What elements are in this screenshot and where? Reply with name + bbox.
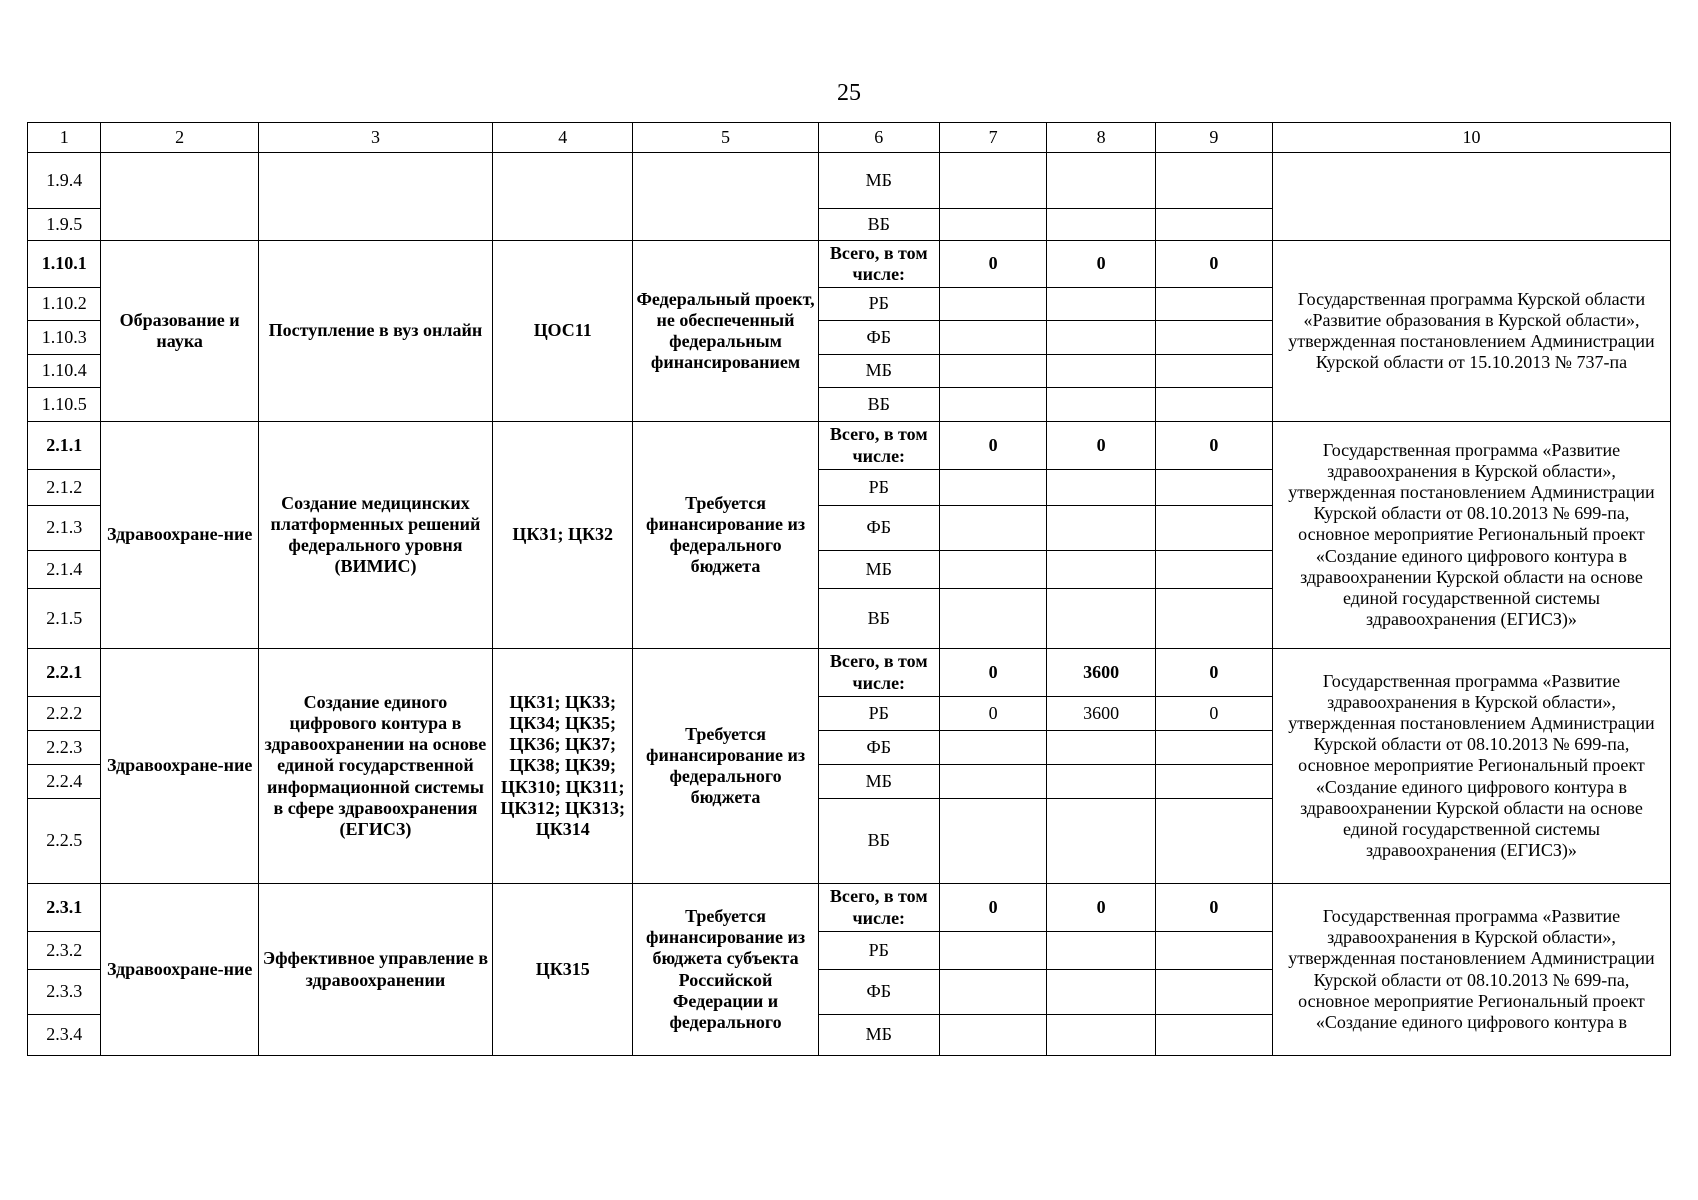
value-cell [939, 765, 1046, 799]
value-cell: 0 [1155, 649, 1272, 697]
source-cell: МБ [818, 551, 939, 589]
source-cell: ВБ [818, 209, 939, 241]
value-cell [1047, 355, 1156, 388]
page-number: 25 [837, 80, 861, 106]
codes-cell [493, 153, 633, 241]
codes-cell: ЦК31; ЦК33; ЦК34; ЦК35; ЦК36; ЦК37; ЦК38; ЦК39; ЦК310; ЦК311; ЦК312; ЦК313; ЦК314 [493, 649, 633, 884]
value-cell [1155, 799, 1272, 884]
row-number: 2.1.5 [28, 589, 101, 649]
value-cell [1047, 1015, 1156, 1056]
value-cell [1047, 731, 1156, 765]
source-cell: МБ [818, 1015, 939, 1056]
row-number: 1.10.3 [28, 321, 101, 355]
row-number: 2.1.3 [28, 506, 101, 551]
header-cell: 9 [1155, 123, 1272, 153]
sphere-cell: Образование и наука [101, 241, 258, 422]
row-number: 2.2.1 [28, 649, 101, 697]
sphere-cell: Здравоохране-ние [101, 649, 258, 884]
source-cell: МБ [818, 765, 939, 799]
source-cell: МБ [818, 153, 939, 209]
header-cell: 7 [939, 123, 1046, 153]
row-number: 2.3.1 [28, 884, 101, 932]
header-cell: 6 [818, 123, 939, 153]
value-cell [939, 1015, 1046, 1056]
value-cell [1155, 153, 1272, 209]
codes-cell: ЦК31; ЦК32 [493, 422, 633, 649]
project-name-cell: Создание медицинских платформенных решений федерального уровня (ВИМИС) [258, 422, 492, 649]
value-cell [939, 799, 1046, 884]
value-cell [1047, 209, 1156, 241]
source-cell: РБ [818, 697, 939, 731]
value-cell: 0 [1047, 884, 1156, 932]
source-cell: ФБ [818, 970, 939, 1015]
row-number: 2.1.1 [28, 422, 101, 470]
value-cell [1047, 388, 1156, 422]
row-number: 1.10.4 [28, 355, 101, 388]
sphere-cell: Здравоохране-ние [101, 422, 258, 649]
header-cell: 5 [633, 123, 818, 153]
value-cell [1155, 1015, 1272, 1056]
value-cell [1047, 589, 1156, 649]
value-cell [939, 506, 1046, 551]
value-cell [939, 551, 1046, 589]
value-cell [1047, 551, 1156, 589]
budget-table [27, 122, 1671, 1056]
value-cell [939, 470, 1046, 506]
table-header-row [28, 123, 1671, 153]
value-cell [1047, 765, 1156, 799]
value-cell [939, 321, 1046, 355]
value-cell: 0 [1047, 422, 1156, 470]
source-cell: РБ [818, 932, 939, 970]
header-cell: 8 [1047, 123, 1156, 153]
value-cell [1155, 932, 1272, 970]
row-number: 1.10.5 [28, 388, 101, 422]
project-name-cell [258, 153, 492, 241]
value-cell [1155, 388, 1272, 422]
sphere-cell: Здравоохране-ние [101, 884, 258, 1056]
value-cell [1155, 765, 1272, 799]
value-cell [1047, 153, 1156, 209]
header-cell: 3 [258, 123, 492, 153]
program-cell [1272, 153, 1670, 241]
value-cell [1047, 799, 1156, 884]
header-cell: 2 [101, 123, 258, 153]
value-cell: 3600 [1047, 697, 1156, 731]
row-number: 1.10.1 [28, 241, 101, 288]
value-cell [1155, 551, 1272, 589]
value-cell [939, 153, 1046, 209]
value-cell [939, 589, 1046, 649]
codes-cell: ЦОС11 [493, 241, 633, 422]
value-cell: 0 [1155, 884, 1272, 932]
value-cell [1047, 932, 1156, 970]
program-cell: Государственная программа «Развитие здравоохранения в Курской области», утвержденная постановлением Администрации Курской области от 08.10.2013 № 699-па, основное мероприятие Региональный проект «Создание единого цифрового контура в здравоохранении Курской области на основе единой государственной системы здравоохранения (ЕГИСЗ)» [1272, 422, 1670, 649]
source-cell: Всего, в том числе: [818, 649, 939, 697]
value-cell [1047, 506, 1156, 551]
value-cell: 0 [939, 649, 1046, 697]
value-cell [939, 288, 1046, 321]
value-cell [1155, 355, 1272, 388]
source-cell: ВБ [818, 799, 939, 884]
table-row [28, 649, 1671, 697]
row-number: 2.1.2 [28, 470, 101, 506]
value-cell [939, 932, 1046, 970]
value-cell [1047, 321, 1156, 355]
financing-cell: Требуется финансирование из бюджета субъекта Российской Федерации и федерального [633, 884, 818, 1056]
source-cell: МБ [818, 355, 939, 388]
table-row [28, 241, 1671, 288]
value-cell [1155, 506, 1272, 551]
financing-cell: Требуется финансирование из федерального бюджета [633, 649, 818, 884]
sphere-cell [101, 153, 258, 241]
value-cell [1155, 321, 1272, 355]
row-number: 1.10.2 [28, 288, 101, 321]
value-cell: 0 [939, 241, 1046, 288]
row-number: 2.2.4 [28, 765, 101, 799]
source-cell: РБ [818, 470, 939, 506]
row-number: 2.2.5 [28, 799, 101, 884]
value-cell [1155, 731, 1272, 765]
table-row [28, 422, 1671, 470]
financing-cell [633, 153, 818, 241]
value-cell [939, 355, 1046, 388]
header-cell: 4 [493, 123, 633, 153]
value-cell: 3600 [1047, 649, 1156, 697]
financing-cell: Требуется финансирование из федерального бюджета [633, 422, 818, 649]
source-cell: Всего, в том числе: [818, 422, 939, 470]
value-cell [1155, 288, 1272, 321]
value-cell [939, 970, 1046, 1015]
program-cell: Государственная программа «Развитие здравоохранения в Курской области», утвержденная постановлением Администрации Курской области от 08.10.2013 № 699-па, основное мероприятие Региональный проект «Создание единого цифрового контура в здравоохранении Курской области на основе единой государственной системы здравоохранения (ЕГИСЗ)» [1272, 649, 1670, 884]
value-cell: 0 [1047, 241, 1156, 288]
value-cell [1047, 970, 1156, 1015]
value-cell [1047, 288, 1156, 321]
value-cell: 0 [1155, 697, 1272, 731]
project-name-cell: Создание единого цифрового контура в здравоохранении на основе единой государственной информационной системы в сфере здравоохранения (ЕГИСЗ) [258, 649, 492, 884]
row-number: 2.3.2 [28, 932, 101, 970]
header-cell: 10 [1272, 123, 1670, 153]
table-row [28, 884, 1671, 932]
source-cell: ВБ [818, 388, 939, 422]
header-cell: 1 [28, 123, 101, 153]
value-cell: 0 [939, 697, 1046, 731]
row-number: 2.2.3 [28, 731, 101, 765]
project-name-cell: Поступление в вуз онлайн [258, 241, 492, 422]
source-cell: Всего, в том числе: [818, 884, 939, 932]
value-cell [939, 731, 1046, 765]
program-cell: Государственная программа «Развитие здравоохранения в Курской области», утвержденная постановлением Администрации Курской области от 08.10.2013 № 699-па, основное мероприятие Региональный проект «Создание единого цифрового контура в [1272, 884, 1670, 1056]
codes-cell: ЦК315 [493, 884, 633, 1056]
row-number: 1.9.5 [28, 209, 101, 241]
value-cell: 0 [939, 422, 1046, 470]
row-number: 1.9.4 [28, 153, 101, 209]
row-number: 2.2.2 [28, 697, 101, 731]
value-cell: 0 [1155, 241, 1272, 288]
project-name-cell: Эффективное управление в здравоохранении [258, 884, 492, 1056]
source-cell: Всего, в том числе: [818, 241, 939, 288]
value-cell [1155, 589, 1272, 649]
program-cell: Государственная программа Курской области «Развитие образования в Курской области», утвержденная постановлением Администрации Курской области от 15.10.2013 № 737-па [1272, 241, 1670, 422]
source-cell: ФБ [818, 321, 939, 355]
value-cell: 0 [939, 884, 1046, 932]
source-cell: РБ [818, 288, 939, 321]
value-cell: 0 [1155, 422, 1272, 470]
financing-cell: Федеральный проект, не обеспеченный федеральным финансированием [633, 241, 818, 422]
source-cell: ВБ [818, 589, 939, 649]
source-cell: ФБ [818, 731, 939, 765]
value-cell [1047, 470, 1156, 506]
value-cell [1155, 209, 1272, 241]
row-number: 2.1.4 [28, 551, 101, 589]
row-number: 2.3.3 [28, 970, 101, 1015]
row-number: 2.3.4 [28, 1015, 101, 1056]
value-cell [1155, 970, 1272, 1015]
value-cell [1155, 470, 1272, 506]
value-cell [939, 388, 1046, 422]
value-cell [939, 209, 1046, 241]
source-cell: ФБ [818, 506, 939, 551]
table-row [28, 153, 1671, 209]
